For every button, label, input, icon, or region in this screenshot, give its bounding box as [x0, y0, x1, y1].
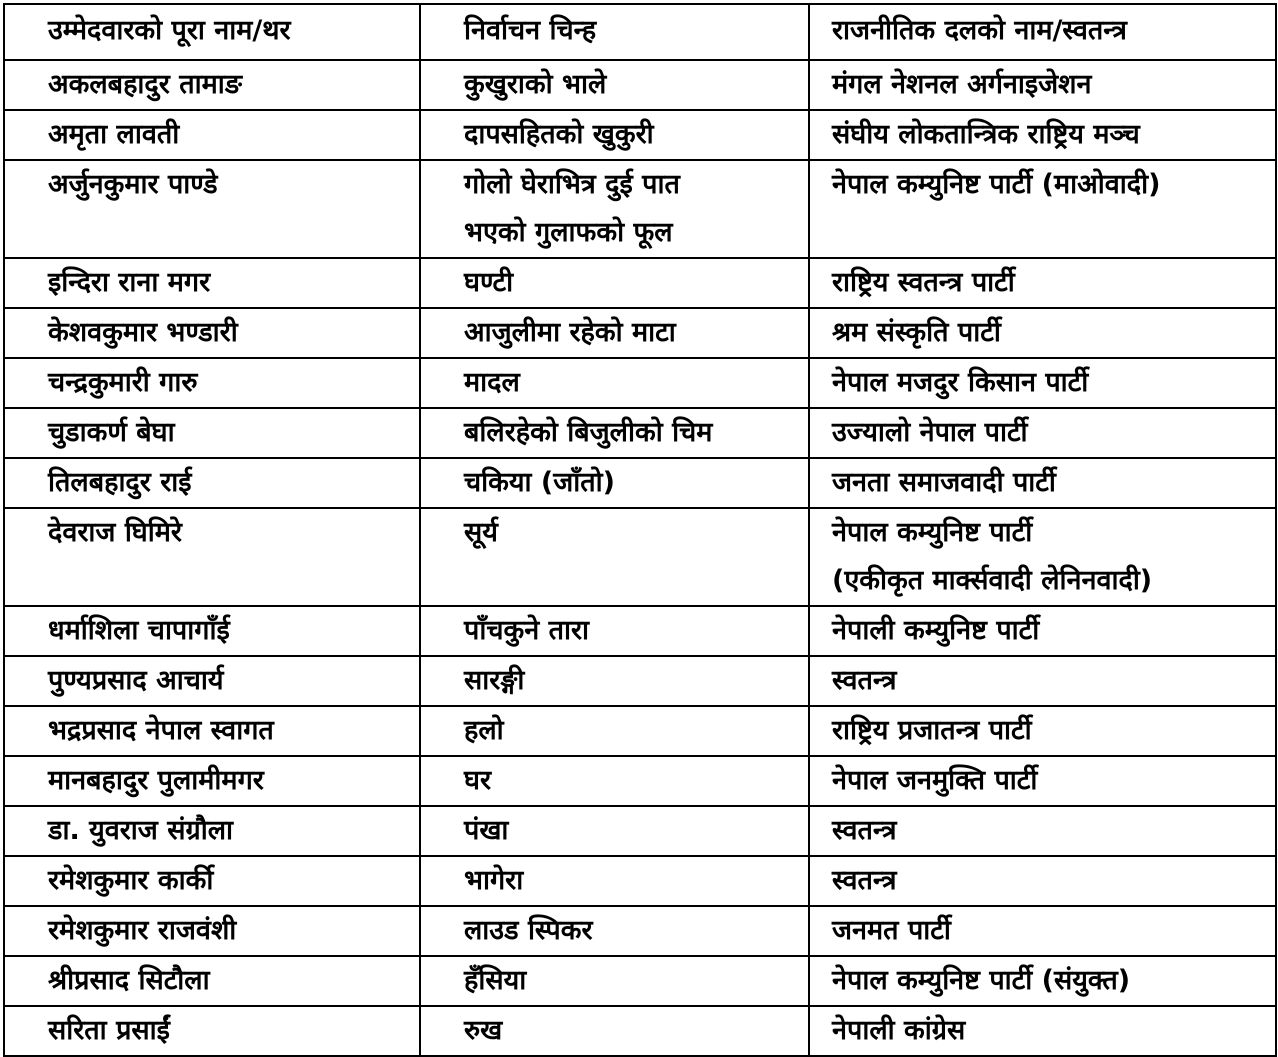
election-symbol-cell	[420, 806, 809, 856]
election-symbol-cell	[420, 856, 809, 906]
party-name-cell	[809, 110, 1276, 160]
election-symbol-text: कुखुराको भाले	[464, 69, 607, 100]
table-row	[4, 906, 1276, 956]
party-name-cell	[809, 906, 1276, 956]
party-name-text: नेपाल कम्युनिष्ट पार्टी	[832, 517, 1033, 548]
election-symbol-cell	[420, 308, 809, 358]
candidate-name-cell	[4, 508, 420, 606]
party-name-cell	[809, 606, 1276, 656]
party-name-cell	[809, 60, 1276, 110]
party-name-text: जनमत पार्टी	[832, 915, 951, 946]
election-symbol-text: चकिया (जाँतो)	[464, 467, 616, 498]
candidate-name: धर्माशिला चापागाँई	[48, 615, 230, 646]
candidate-name: अर्जुनकुमार पाण्डे	[48, 169, 218, 200]
table-row	[4, 706, 1276, 756]
party-name-cell	[809, 408, 1276, 458]
table-row	[4, 856, 1276, 906]
candidate-name-cell	[4, 258, 420, 308]
party-name-cell	[809, 358, 1276, 408]
party-name-text: संघीय लोकतान्त्रिक राष्ट्रिय मञ्च	[832, 119, 1140, 150]
candidate-name: चुडाकर्ण बेघा	[48, 417, 175, 448]
candidate-name: तिलबहादुर राई	[48, 467, 192, 498]
election-symbol-cell	[420, 60, 809, 110]
candidate-name: देवराज घिमिरे	[48, 517, 182, 548]
party-name-cell	[809, 756, 1276, 806]
candidate-name: श्रीप्रसाद सिटौला	[48, 965, 210, 996]
table-row	[4, 60, 1276, 110]
candidate-name-cell	[4, 160, 420, 258]
election-symbol-text: आजुलीमा रहेको माटा	[464, 317, 676, 348]
election-symbol-text: हलो	[464, 715, 504, 746]
candidate-name: अकलबहादुर तामाङ	[48, 69, 242, 100]
party-name-cell	[809, 806, 1276, 856]
party-name-text: नेपाल कम्युनिष्ट पार्टी (माओवादी)	[832, 169, 1161, 200]
table-row	[4, 258, 1276, 308]
election-symbol-cell	[420, 606, 809, 656]
election-symbol-cell	[420, 906, 809, 956]
election-symbol-text: सारङ्गी	[464, 665, 525, 696]
party-name-text: नेपाल कम्युनिष्ट पार्टी (संयुक्त)	[832, 965, 1131, 996]
election-symbol-cell	[420, 508, 809, 606]
party-name-text: स्वतन्त्र	[832, 815, 897, 846]
election-symbol-cell	[420, 458, 809, 508]
party-name-cell	[809, 458, 1276, 508]
party-name-cell	[809, 956, 1276, 1006]
candidate-name: सरिता प्रसाईं	[48, 1015, 170, 1046]
election-symbol-text: पाँचकुने तारा	[464, 615, 590, 646]
candidate-name-cell	[4, 110, 420, 160]
candidate-name-cell	[4, 308, 420, 358]
candidate-name: चन्द्रकुमारी गारु	[48, 367, 198, 398]
election-symbol-text: बलिरहेको बिजुलीको चिम	[464, 417, 713, 448]
table-row	[4, 606, 1276, 656]
party-name-cell	[809, 706, 1276, 756]
election-symbol-text: पंखा	[464, 815, 509, 846]
candidate-name-cell	[4, 756, 420, 806]
party-name-text: नेपाली कम्युनिष्ट पार्टी	[832, 615, 1040, 646]
table-row	[4, 308, 1276, 358]
candidate-name-cell	[4, 656, 420, 706]
party-name-cell	[809, 258, 1276, 308]
party-name-cell	[809, 508, 1276, 606]
candidate-name-cell	[4, 706, 420, 756]
candidate-name: मानबहादुर पुलामीमगर	[48, 765, 264, 796]
candidate-name-cell	[4, 606, 420, 656]
party-name-text: श्रम संस्कृति पार्टी	[832, 317, 1001, 348]
party-name-text: नेपाल जनमुक्ति पार्टी	[832, 765, 1038, 796]
party-name-cell	[809, 856, 1276, 906]
election-symbol-text: लाउड स्पिकर	[464, 915, 593, 946]
header-candidate-name: उम्मेदवारको पूरा नाम/थर	[4, 4, 420, 60]
table-row	[4, 756, 1276, 806]
election-symbol-text: सूर्य	[464, 517, 498, 548]
party-name-cell	[809, 160, 1276, 258]
election-symbol-text: हँसिया	[464, 965, 527, 996]
table-row	[4, 656, 1276, 706]
party-name-text: स्वतन्त्र	[832, 665, 897, 696]
party-name-cell	[809, 656, 1276, 706]
candidate-name-cell	[4, 60, 420, 110]
election-symbol-cell	[420, 408, 809, 458]
party-name-text: जनता समाजवादी पार्टी	[832, 467, 1056, 498]
candidate-name: डा. युवराज संग्रौला	[48, 815, 234, 846]
election-symbol-cell	[420, 110, 809, 160]
candidate-name: अमृता लावती	[48, 119, 180, 150]
election-symbol-cell	[420, 756, 809, 806]
election-symbol-text: घण्टी	[464, 267, 514, 298]
table-row	[4, 160, 1276, 258]
election-symbol-cell	[420, 956, 809, 1006]
election-symbol-text: भागेरा	[464, 865, 524, 896]
table-row	[4, 508, 1276, 606]
candidate-name-cell	[4, 806, 420, 856]
candidate-table	[3, 3, 1277, 1057]
election-symbol-text: दापसहितको खुकुरी	[464, 119, 654, 150]
party-name-text: (एकीकृत मार्क्सवादी लेनिनवादी)	[832, 565, 1153, 596]
election-symbol-text: घर	[464, 765, 491, 796]
party-name-text: राष्ट्रिय स्वतन्त्र पार्टी	[832, 267, 1015, 298]
candidate-name: भद्रप्रसाद नेपाल स्वागत	[48, 715, 274, 746]
table-row	[4, 806, 1276, 856]
candidate-name: रमेशकुमार कार्की	[48, 865, 214, 896]
candidate-name: इन्दिरा राना मगर	[48, 267, 211, 298]
election-symbol-cell	[420, 706, 809, 756]
table-row	[4, 408, 1276, 458]
party-name-cell	[809, 308, 1276, 358]
candidate-name-cell	[4, 956, 420, 1006]
table-body	[4, 60, 1276, 1056]
candidate-name-cell	[4, 358, 420, 408]
partial-text-line	[0, 1048, 1278, 1057]
party-name-text: नेपाली कांग्रेस	[832, 1015, 966, 1046]
party-name-text: मंगल नेशनल अर्गनाइजेशन	[832, 69, 1092, 100]
candidate-name: रमेशकुमार राजवंशी	[48, 915, 237, 946]
table-row	[4, 458, 1276, 508]
election-symbol-text: मादल	[464, 367, 520, 398]
election-symbol-cell	[420, 258, 809, 308]
party-name-text: नेपाल मजदुर किसान पार्टी	[832, 367, 1089, 398]
table-header-row	[4, 4, 1276, 60]
candidate-name-cell	[4, 906, 420, 956]
table-row	[4, 358, 1276, 408]
election-symbol-cell	[420, 160, 809, 258]
candidate-name: केशवकुमार भण्डारी	[48, 317, 238, 348]
table-row	[4, 110, 1276, 160]
election-symbol-cell	[420, 656, 809, 706]
candidate-name-cell	[4, 856, 420, 906]
election-symbol-cell	[420, 358, 809, 408]
election-symbol-text: गोलो घेराभित्र दुई पात	[464, 169, 680, 200]
party-name-text: उज्यालो नेपाल पार्टी	[832, 417, 1028, 448]
candidate-name-cell	[4, 408, 420, 458]
election-symbol-text: भएको गुलाफको फूल	[464, 217, 673, 248]
header-election-symbol: निर्वाचन चिन्ह	[420, 4, 809, 60]
header-party-name: राजनीतिक दलको नाम/स्वतन्त्र	[809, 4, 1276, 60]
candidate-name-cell	[4, 458, 420, 508]
candidate-name: पुण्यप्रसाद आचार्य	[48, 665, 224, 696]
table-row	[4, 956, 1276, 1006]
election-symbol-text: रुख	[464, 1015, 503, 1046]
party-name-text: स्वतन्त्र	[832, 865, 897, 896]
party-name-text: राष्ट्रिय प्रजातन्त्र पार्टी	[832, 715, 1032, 746]
